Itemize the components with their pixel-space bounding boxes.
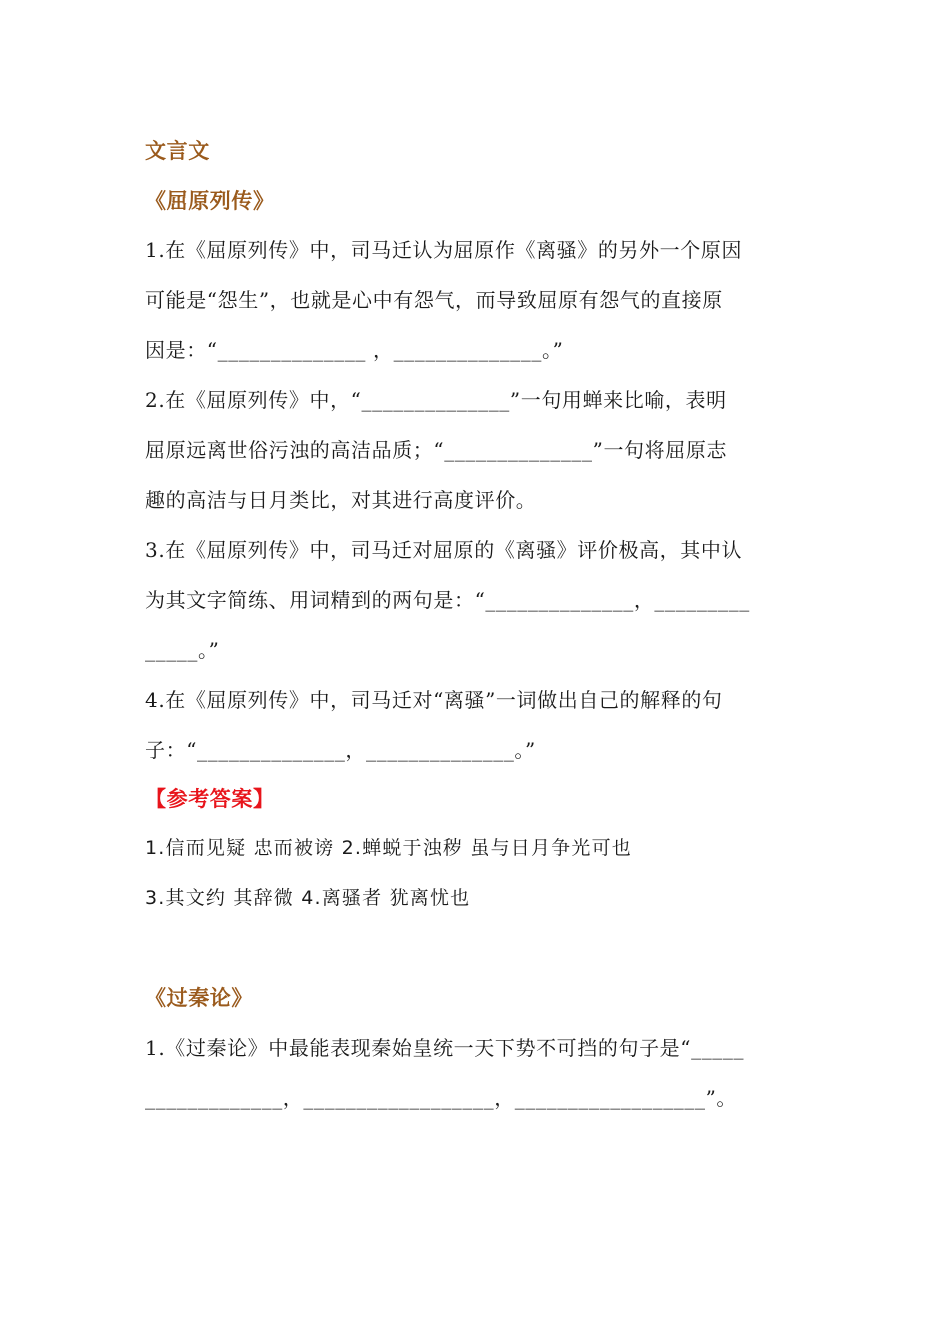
question-line: 2.在《屈原列传》中，“______________”一句用蝉来比喻，表明	[145, 388, 727, 412]
section-title: 文言文	[145, 139, 210, 163]
question-line: 趣的高洁与日月类比，对其进行高度评价。	[145, 488, 537, 512]
question-line: 子：“______________，______________。”	[145, 738, 536, 762]
question-line: 4.在《屈原列传》中，司马迁对“离骚”一词做出自己的解释的句	[145, 688, 723, 712]
question-line: 为其文字简练、用词精到的两句是：“______________，_________	[145, 588, 750, 612]
question-line: _____________，__________________，__________________”。	[145, 1086, 738, 1110]
part2-title: 《过秦论》	[145, 986, 253, 1010]
question-line: 3.在《屈原列传》中，司马迁对屈原的《离骚》评价极高，其中认	[145, 538, 743, 562]
part1-title: 《屈原列传》	[145, 189, 275, 213]
question-line: 1.《过秦论》中最能表现秦始皇统一天下势不可挡的句子是“_____	[145, 1036, 745, 1060]
answer-line: 3.其文约 其辞微 4.离骚者 犹离忧也	[145, 887, 471, 909]
answer-line: 1.信而见疑 忠而被谤 2.蝉蜕于浊秽 虽与日月争光可也	[145, 837, 632, 859]
question-line: 1.在《屈原列传》中，司马迁认为屈原作《离骚》的另外一个原因	[145, 238, 743, 262]
question-line: 因是：“______________ ，______________。”	[145, 338, 564, 362]
question-line: 可能是“怨生”，也就是心中有怨气，而导致屈原有怨气的直接原	[145, 288, 723, 312]
answer-title: 【参考答案】	[145, 787, 275, 811]
question-line: _____。”	[145, 638, 220, 662]
question-line: 屈原远离世俗污浊的高洁品质；“______________”一句将屈原志	[145, 438, 728, 462]
